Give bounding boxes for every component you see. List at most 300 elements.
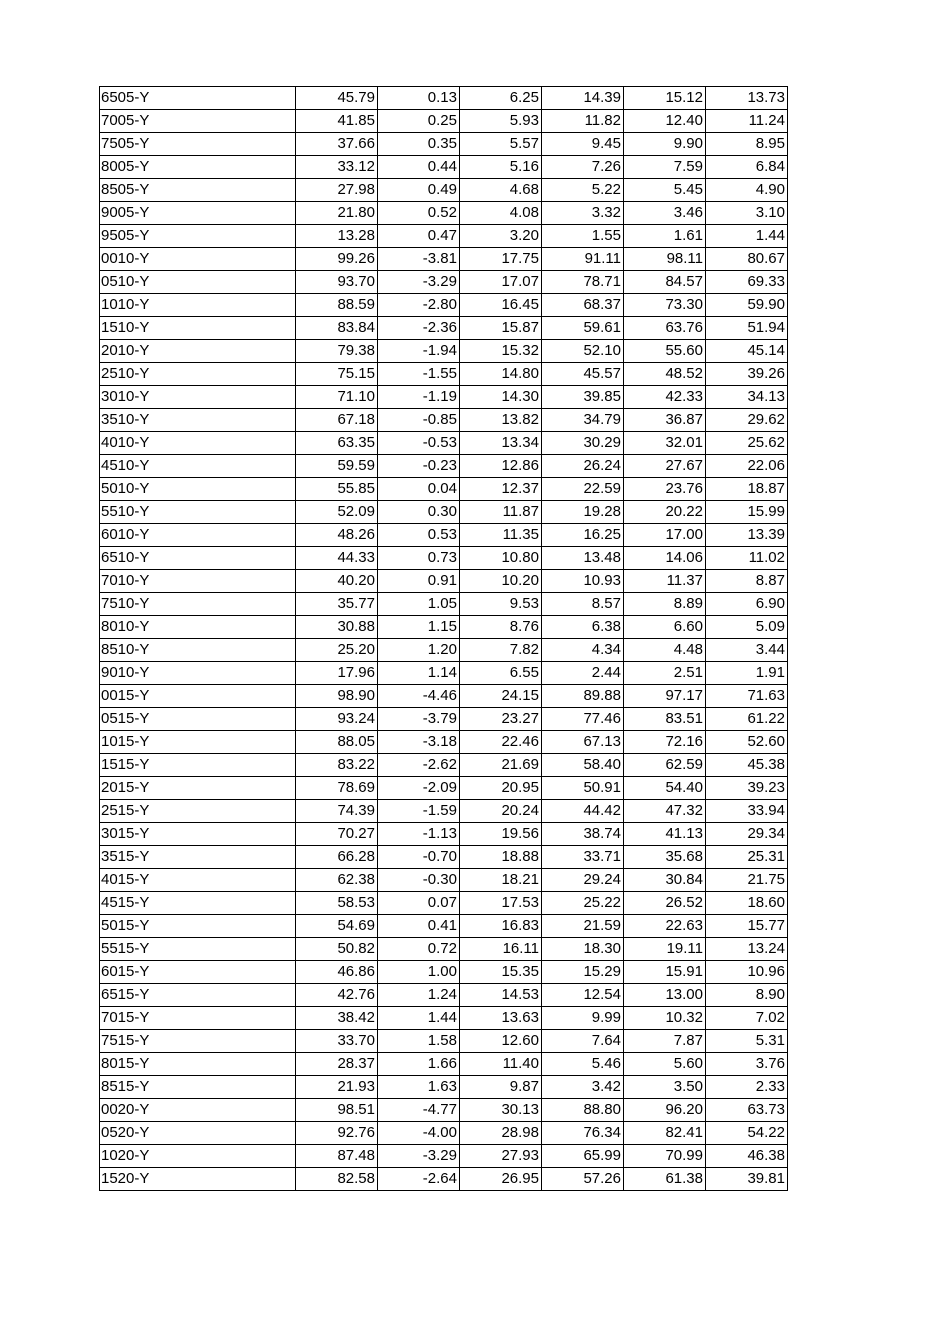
value-cell: 15.32: [460, 340, 542, 363]
value-cell: -0.53: [378, 432, 460, 455]
color-code-cell: 8015-Y: [100, 1053, 296, 1076]
value-cell: 61.22: [706, 708, 788, 731]
value-cell: 21.93: [296, 1076, 378, 1099]
value-cell: -1.55: [378, 363, 460, 386]
value-cell: 23.76: [624, 478, 706, 501]
value-cell: 16.11: [460, 938, 542, 961]
value-cell: 3.32: [542, 202, 624, 225]
value-cell: 29.24: [542, 869, 624, 892]
color-code-cell: 8515-Y: [100, 1076, 296, 1099]
color-code-cell: 7005-Y: [100, 110, 296, 133]
value-cell: 39.85: [542, 386, 624, 409]
value-cell: 27.98: [296, 179, 378, 202]
value-cell: 3.20: [460, 225, 542, 248]
color-code-cell: 8005-Y: [100, 156, 296, 179]
value-cell: -1.19: [378, 386, 460, 409]
value-cell: 18.88: [460, 846, 542, 869]
value-cell: 17.00: [624, 524, 706, 547]
value-cell: 33.94: [706, 800, 788, 823]
table-row: [100, 823, 788, 846]
value-cell: 16.83: [460, 915, 542, 938]
value-cell: -2.36: [378, 317, 460, 340]
value-cell: 48.52: [624, 363, 706, 386]
value-cell: 88.59: [296, 294, 378, 317]
value-cell: 65.99: [542, 1145, 624, 1168]
value-cell: 0.30: [378, 501, 460, 524]
value-cell: 21.80: [296, 202, 378, 225]
value-cell: 15.12: [624, 87, 706, 110]
table-row: [100, 363, 788, 386]
value-cell: 20.22: [624, 501, 706, 524]
value-cell: 8.87: [706, 570, 788, 593]
value-cell: 70.27: [296, 823, 378, 846]
value-cell: 7.64: [542, 1030, 624, 1053]
value-cell: 0.13: [378, 87, 460, 110]
value-cell: 58.40: [542, 754, 624, 777]
value-cell: 83.22: [296, 754, 378, 777]
value-cell: 15.91: [624, 961, 706, 984]
value-cell: 19.56: [460, 823, 542, 846]
value-cell: 30.13: [460, 1099, 542, 1122]
color-code-cell: 4015-Y: [100, 869, 296, 892]
value-cell: 63.35: [296, 432, 378, 455]
color-code-cell: 0015-Y: [100, 685, 296, 708]
value-cell: 55.85: [296, 478, 378, 501]
value-cell: 2.44: [542, 662, 624, 685]
table-row: [100, 777, 788, 800]
value-cell: 12.40: [624, 110, 706, 133]
value-cell: 0.52: [378, 202, 460, 225]
value-cell: 71.63: [706, 685, 788, 708]
value-cell: 7.87: [624, 1030, 706, 1053]
value-cell: 25.22: [542, 892, 624, 915]
value-cell: 6.25: [460, 87, 542, 110]
value-cell: 39.81: [706, 1168, 788, 1191]
value-cell: 0.07: [378, 892, 460, 915]
value-cell: 6.38: [542, 616, 624, 639]
value-cell: 15.29: [542, 961, 624, 984]
data-table: [99, 86, 788, 1191]
value-cell: 26.95: [460, 1168, 542, 1191]
color-code-cell: 3015-Y: [100, 823, 296, 846]
value-cell: 10.20: [460, 570, 542, 593]
value-cell: 13.00: [624, 984, 706, 1007]
value-cell: 21.75: [706, 869, 788, 892]
value-cell: -3.81: [378, 248, 460, 271]
value-cell: 3.44: [706, 639, 788, 662]
value-cell: 35.77: [296, 593, 378, 616]
table-row: [100, 294, 788, 317]
value-cell: 14.06: [624, 547, 706, 570]
color-code-cell: 8010-Y: [100, 616, 296, 639]
value-cell: 1.63: [378, 1076, 460, 1099]
color-code-cell: 6505-Y: [100, 87, 296, 110]
value-cell: 0.47: [378, 225, 460, 248]
value-cell: 17.53: [460, 892, 542, 915]
value-cell: -0.30: [378, 869, 460, 892]
color-code-cell: 0515-Y: [100, 708, 296, 731]
value-cell: 42.33: [624, 386, 706, 409]
value-cell: 11.37: [624, 570, 706, 593]
value-cell: 7.59: [624, 156, 706, 179]
value-cell: 55.60: [624, 340, 706, 363]
table-row: [100, 1099, 788, 1122]
value-cell: 1.44: [706, 225, 788, 248]
value-cell: 89.88: [542, 685, 624, 708]
value-cell: 66.28: [296, 846, 378, 869]
table-row: [100, 478, 788, 501]
color-code-cell: 1520-Y: [100, 1168, 296, 1191]
value-cell: 1.91: [706, 662, 788, 685]
value-cell: 29.62: [706, 409, 788, 432]
value-cell: 0.35: [378, 133, 460, 156]
table-row: [100, 156, 788, 179]
value-cell: 3.42: [542, 1076, 624, 1099]
value-cell: 1.66: [378, 1053, 460, 1076]
value-cell: 34.13: [706, 386, 788, 409]
color-code-cell: 5510-Y: [100, 501, 296, 524]
value-cell: 82.41: [624, 1122, 706, 1145]
value-cell: 6.55: [460, 662, 542, 685]
value-cell: 2.33: [706, 1076, 788, 1099]
value-cell: 82.58: [296, 1168, 378, 1191]
value-cell: 4.90: [706, 179, 788, 202]
value-cell: 0.53: [378, 524, 460, 547]
value-cell: 54.40: [624, 777, 706, 800]
value-cell: 1.05: [378, 593, 460, 616]
value-cell: 73.30: [624, 294, 706, 317]
value-cell: 0.49: [378, 179, 460, 202]
value-cell: 36.87: [624, 409, 706, 432]
table-row: [100, 731, 788, 754]
value-cell: 50.91: [542, 777, 624, 800]
value-cell: 9.87: [460, 1076, 542, 1099]
value-cell: 11.24: [706, 110, 788, 133]
value-cell: 22.46: [460, 731, 542, 754]
value-cell: 29.34: [706, 823, 788, 846]
value-cell: 8.76: [460, 616, 542, 639]
table-row: [100, 915, 788, 938]
value-cell: 52.09: [296, 501, 378, 524]
value-cell: 3.76: [706, 1053, 788, 1076]
color-code-cell: 3010-Y: [100, 386, 296, 409]
color-code-cell: 4010-Y: [100, 432, 296, 455]
value-cell: 10.93: [542, 570, 624, 593]
value-cell: 5.16: [460, 156, 542, 179]
value-cell: 84.57: [624, 271, 706, 294]
value-cell: 0.41: [378, 915, 460, 938]
value-cell: 41.85: [296, 110, 378, 133]
value-cell: 88.80: [542, 1099, 624, 1122]
table-row: [100, 110, 788, 133]
value-cell: 45.57: [542, 363, 624, 386]
value-cell: 0.44: [378, 156, 460, 179]
table-row: [100, 317, 788, 340]
value-cell: 67.18: [296, 409, 378, 432]
value-cell: 59.90: [706, 294, 788, 317]
value-cell: 76.34: [542, 1122, 624, 1145]
value-cell: 33.12: [296, 156, 378, 179]
value-cell: 25.62: [706, 432, 788, 455]
value-cell: 78.71: [542, 271, 624, 294]
color-code-cell: 7010-Y: [100, 570, 296, 593]
table-row: [100, 961, 788, 984]
value-cell: 22.63: [624, 915, 706, 938]
value-cell: 79.38: [296, 340, 378, 363]
value-cell: 50.82: [296, 938, 378, 961]
value-cell: 26.52: [624, 892, 706, 915]
value-cell: 3.50: [624, 1076, 706, 1099]
color-code-cell: 0020-Y: [100, 1099, 296, 1122]
value-cell: 91.11: [542, 248, 624, 271]
table-row: [100, 754, 788, 777]
value-cell: 67.13: [542, 731, 624, 754]
value-cell: 11.02: [706, 547, 788, 570]
value-cell: 6.84: [706, 156, 788, 179]
table-row: [100, 524, 788, 547]
table-row: [100, 892, 788, 915]
value-cell: 71.10: [296, 386, 378, 409]
value-cell: 83.51: [624, 708, 706, 731]
table-row: [100, 685, 788, 708]
table-row: [100, 593, 788, 616]
value-cell: 9.53: [460, 593, 542, 616]
value-cell: 17.96: [296, 662, 378, 685]
value-cell: 93.70: [296, 271, 378, 294]
table-row: [100, 1168, 788, 1191]
table-row: [100, 225, 788, 248]
value-cell: 1.55: [542, 225, 624, 248]
value-cell: 98.51: [296, 1099, 378, 1122]
value-cell: 46.38: [706, 1145, 788, 1168]
value-cell: 59.59: [296, 455, 378, 478]
value-cell: 63.73: [706, 1099, 788, 1122]
value-cell: -4.00: [378, 1122, 460, 1145]
color-code-cell: 5515-Y: [100, 938, 296, 961]
value-cell: 30.84: [624, 869, 706, 892]
table-row: [100, 179, 788, 202]
value-cell: 1.14: [378, 662, 460, 685]
value-cell: 70.99: [624, 1145, 706, 1168]
value-cell: 38.74: [542, 823, 624, 846]
color-code-cell: 0520-Y: [100, 1122, 296, 1145]
table-row: [100, 547, 788, 570]
table-row: [100, 455, 788, 478]
value-cell: 63.76: [624, 317, 706, 340]
value-cell: 4.08: [460, 202, 542, 225]
table-row: [100, 202, 788, 225]
value-cell: 40.20: [296, 570, 378, 593]
value-cell: 62.38: [296, 869, 378, 892]
value-cell: 5.45: [624, 179, 706, 202]
value-cell: 13.73: [706, 87, 788, 110]
value-cell: 61.38: [624, 1168, 706, 1191]
value-cell: 68.37: [542, 294, 624, 317]
value-cell: 19.11: [624, 938, 706, 961]
color-code-cell: 4510-Y: [100, 455, 296, 478]
value-cell: 13.82: [460, 409, 542, 432]
table-row: [100, 616, 788, 639]
value-cell: 16.25: [542, 524, 624, 547]
table-row: [100, 340, 788, 363]
value-cell: 6.90: [706, 593, 788, 616]
table-row: [100, 501, 788, 524]
value-cell: 32.01: [624, 432, 706, 455]
value-cell: 48.26: [296, 524, 378, 547]
value-cell: 44.42: [542, 800, 624, 823]
table-row: [100, 708, 788, 731]
value-cell: 39.23: [706, 777, 788, 800]
table-row: [100, 432, 788, 455]
color-code-cell: 4515-Y: [100, 892, 296, 915]
value-cell: 5.93: [460, 110, 542, 133]
table-row: [100, 409, 788, 432]
color-code-cell: 7505-Y: [100, 133, 296, 156]
table-row: [100, 938, 788, 961]
value-cell: 13.39: [706, 524, 788, 547]
value-cell: 15.87: [460, 317, 542, 340]
value-cell: 0.73: [378, 547, 460, 570]
value-cell: -1.94: [378, 340, 460, 363]
value-cell: 16.45: [460, 294, 542, 317]
value-cell: 92.76: [296, 1122, 378, 1145]
color-code-cell: 0510-Y: [100, 271, 296, 294]
value-cell: 11.87: [460, 501, 542, 524]
value-cell: 26.24: [542, 455, 624, 478]
color-code-cell: 3510-Y: [100, 409, 296, 432]
value-cell: 44.33: [296, 547, 378, 570]
value-cell: -2.80: [378, 294, 460, 317]
value-cell: 14.53: [460, 984, 542, 1007]
value-cell: -1.13: [378, 823, 460, 846]
value-cell: 2.51: [624, 662, 706, 685]
value-cell: 93.24: [296, 708, 378, 731]
value-cell: 14.80: [460, 363, 542, 386]
table-row: [100, 570, 788, 593]
value-cell: 7.82: [460, 639, 542, 662]
value-cell: 8.90: [706, 984, 788, 1007]
color-code-cell: 7515-Y: [100, 1030, 296, 1053]
value-cell: 21.69: [460, 754, 542, 777]
value-cell: 13.63: [460, 1007, 542, 1030]
value-cell: 27.93: [460, 1145, 542, 1168]
value-cell: 77.46: [542, 708, 624, 731]
value-cell: 62.59: [624, 754, 706, 777]
value-cell: 98.90: [296, 685, 378, 708]
color-code-cell: 9010-Y: [100, 662, 296, 685]
color-code-cell: 1515-Y: [100, 754, 296, 777]
value-cell: 54.22: [706, 1122, 788, 1145]
table-row: [100, 133, 788, 156]
value-cell: 45.79: [296, 87, 378, 110]
table-row: [100, 984, 788, 1007]
value-cell: 1.44: [378, 1007, 460, 1030]
value-cell: 42.76: [296, 984, 378, 1007]
value-cell: 28.37: [296, 1053, 378, 1076]
value-cell: 83.84: [296, 317, 378, 340]
value-cell: 17.07: [460, 271, 542, 294]
color-code-cell: 1015-Y: [100, 731, 296, 754]
value-cell: 1.20: [378, 639, 460, 662]
value-cell: 22.59: [542, 478, 624, 501]
value-cell: 1.61: [624, 225, 706, 248]
value-cell: 74.39: [296, 800, 378, 823]
color-code-cell: 6010-Y: [100, 524, 296, 547]
value-cell: 6.60: [624, 616, 706, 639]
value-cell: 9.99: [542, 1007, 624, 1030]
value-cell: -3.29: [378, 271, 460, 294]
table-row: [100, 87, 788, 110]
value-cell: 13.28: [296, 225, 378, 248]
table-row: [100, 1007, 788, 1030]
value-cell: 97.17: [624, 685, 706, 708]
value-cell: 5.09: [706, 616, 788, 639]
value-cell: -2.64: [378, 1168, 460, 1191]
value-cell: 1.24: [378, 984, 460, 1007]
color-code-cell: 1510-Y: [100, 317, 296, 340]
value-cell: 15.77: [706, 915, 788, 938]
value-cell: 98.11: [624, 248, 706, 271]
value-cell: 30.29: [542, 432, 624, 455]
value-cell: 3.10: [706, 202, 788, 225]
value-cell: 7.26: [542, 156, 624, 179]
color-code-cell: 9005-Y: [100, 202, 296, 225]
value-cell: -4.77: [378, 1099, 460, 1122]
value-cell: 21.59: [542, 915, 624, 938]
value-cell: 11.40: [460, 1053, 542, 1076]
value-cell: 1.58: [378, 1030, 460, 1053]
value-cell: 12.86: [460, 455, 542, 478]
value-cell: 28.98: [460, 1122, 542, 1145]
color-code-cell: 9505-Y: [100, 225, 296, 248]
value-cell: 4.68: [460, 179, 542, 202]
value-cell: 38.42: [296, 1007, 378, 1030]
value-cell: 46.86: [296, 961, 378, 984]
value-cell: 57.26: [542, 1168, 624, 1191]
value-cell: 18.21: [460, 869, 542, 892]
value-cell: 54.69: [296, 915, 378, 938]
table-row: [100, 1145, 788, 1168]
table-row: [100, 1122, 788, 1145]
value-cell: 27.67: [624, 455, 706, 478]
value-cell: 11.35: [460, 524, 542, 547]
value-cell: 59.61: [542, 317, 624, 340]
value-cell: 99.26: [296, 248, 378, 271]
value-cell: 30.88: [296, 616, 378, 639]
table-row: [100, 248, 788, 271]
value-cell: 33.71: [542, 846, 624, 869]
value-cell: 12.37: [460, 478, 542, 501]
value-cell: 22.06: [706, 455, 788, 478]
value-cell: 11.82: [542, 110, 624, 133]
value-cell: 78.69: [296, 777, 378, 800]
value-cell: 10.32: [624, 1007, 706, 1030]
color-code-cell: 6515-Y: [100, 984, 296, 1007]
table-row: [100, 1053, 788, 1076]
value-cell: 45.38: [706, 754, 788, 777]
color-code-cell: 3515-Y: [100, 846, 296, 869]
value-cell: 15.99: [706, 501, 788, 524]
table-row: [100, 800, 788, 823]
value-cell: 20.95: [460, 777, 542, 800]
value-cell: 7.02: [706, 1007, 788, 1030]
color-code-cell: 2515-Y: [100, 800, 296, 823]
value-cell: 4.34: [542, 639, 624, 662]
value-cell: 20.24: [460, 800, 542, 823]
color-code-cell: 2015-Y: [100, 777, 296, 800]
table-body: [100, 87, 788, 1191]
value-cell: 5.57: [460, 133, 542, 156]
